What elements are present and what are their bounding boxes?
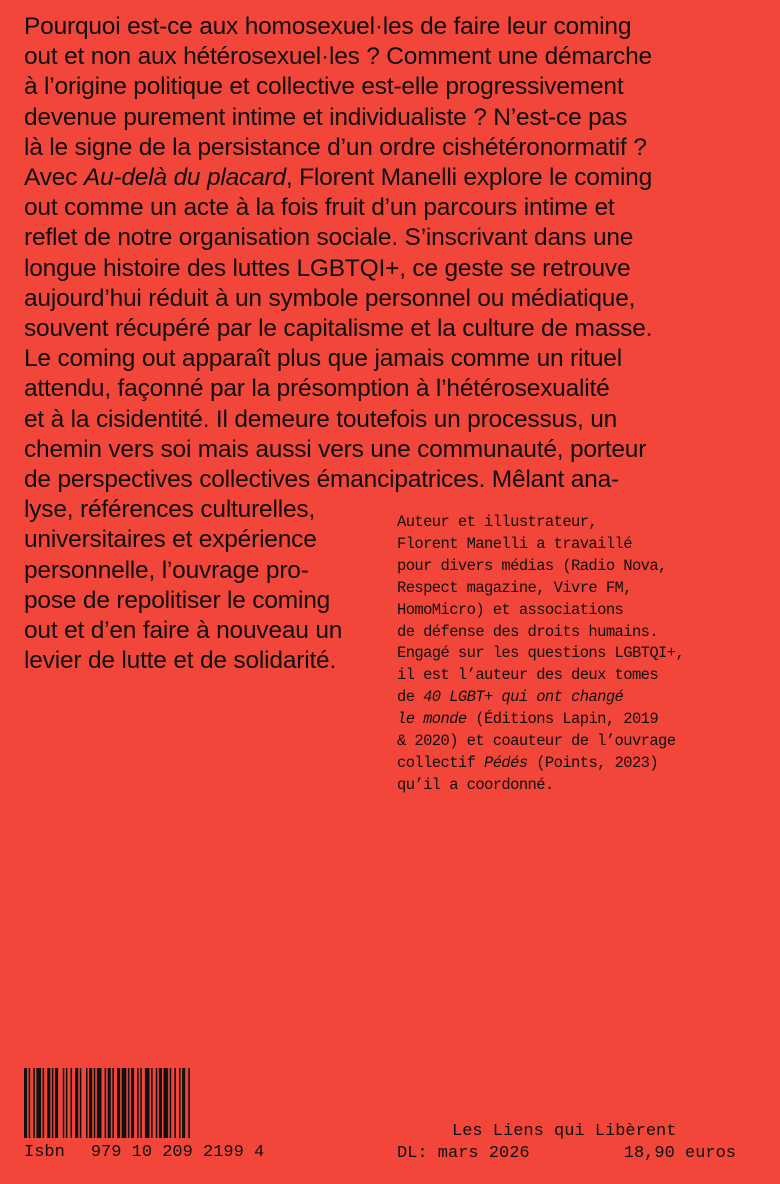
blurb-line: out et non aux hétérosexuel·les ? Comment une démarche <box>24 43 652 71</box>
blurb-line: attendu, façonné par la présomption à l’hétérosexualité <box>24 375 610 403</box>
bio-line: & 2020) et coauteur de l’ouvrage <box>397 732 676 751</box>
blurb-line: là le signe de la persistance d’un ordre cishétéronormatif ? <box>24 133 647 161</box>
blurb-line: Le coming out apparaît plus que jamais comme un rituel <box>24 345 622 373</box>
blurb-line: lyse, références culturelles, <box>24 496 316 524</box>
blurb-line: Pourquoi est-ce aux homosexuel·les de faire leur coming <box>24 13 632 40</box>
isbn-number: 979 10 209 2199 4 <box>90 1143 265 1162</box>
blurb-line: reflet de notre organisation sociale. S’inscrivant dans une <box>24 224 634 252</box>
bio-line: HomoMicro) et associations <box>397 600 624 619</box>
cited-title: le monde <box>397 710 467 729</box>
blurb-line: out comme un acte à la fois fruit d’un parcours intime et <box>24 194 615 222</box>
blurb-line: souvent récupéré par le capitalisme et la culture de masse. <box>24 315 653 343</box>
bio-line <box>397 687 757 709</box>
blurb-line: levier de lutte et de solidarité. <box>24 647 337 675</box>
bio-line: qu’il a coordonné. <box>397 775 554 794</box>
blurb-line: pose de repolitiser le coming <box>24 586 331 614</box>
publisher-name: Les Liens qui Libèrent <box>452 1122 677 1141</box>
blurb-line: universitaires et expérience <box>24 526 317 554</box>
author-bio <box>397 512 757 797</box>
bio-line: Auteur et illustrateur, <box>397 513 598 531</box>
bio-line: Florent Manelli a travaillé <box>397 534 632 553</box>
blurb-line: de perspectives collectives émancipatrices. Mêlant ana- <box>24 466 619 494</box>
blurb-line: longue histoire des luttes LGBTQI+, ce geste se retrouve <box>24 254 631 282</box>
bio-text-fragment: collectif <box>397 753 485 772</box>
bio-line: pour divers médias (Radio Nova, <box>397 556 667 575</box>
book-title: Au-delà du placard <box>83 164 286 192</box>
blurb-line: personnelle, l’ouvrage pro- <box>24 556 309 584</box>
blurb-line: aujourd’hui réduit à un symbole personnel ou médiatique, <box>24 284 636 312</box>
bio-line: Engagé sur les questions LGBTQI+, <box>397 644 685 663</box>
bio-text-fragment: (Points, 2023) <box>527 753 659 772</box>
price: 18,90 euros <box>623 1144 736 1163</box>
bio-line <box>397 709 757 731</box>
bio-line: de défense des droits humains. <box>397 622 659 641</box>
cited-title: 40 LGBT+ qui ont changé <box>423 688 624 707</box>
isbn <box>24 1143 264 1162</box>
blurb-text-fragment: , Florent Manelli explore le coming <box>285 164 653 192</box>
legal-deposit: DL: mars 2026 <box>397 1144 530 1163</box>
blurb-line: chemin vers soi mais aussi vers une communauté, porteur <box>24 435 647 463</box>
blurb-text-fragment: Avec <box>24 164 84 192</box>
bio-line: il est l’auteur des deux tomes <box>397 666 659 685</box>
blurb-line: à l’origine politique et collective est-elle progressivement <box>24 73 624 101</box>
bio-text-fragment: de <box>397 688 424 707</box>
bio-text-fragment: (Éditions Lapin, 2019 <box>466 710 659 729</box>
bio-line: Respect magazine, Vivre FM, <box>397 578 632 597</box>
blurb-line: out et d’en faire à nouveau un <box>24 617 343 645</box>
blurb-line <box>24 163 754 193</box>
bio-line <box>397 753 757 775</box>
isbn-label: Isbn <box>24 1143 65 1162</box>
cited-title: Pédés <box>484 753 528 772</box>
blurb-line: devenue purement intime et individualiste ? N’est-ce pas <box>24 103 627 131</box>
barcode <box>24 1068 250 1138</box>
blurb-line: et à la cisidentité. Il demeure toutefois un processus, un <box>24 405 618 433</box>
